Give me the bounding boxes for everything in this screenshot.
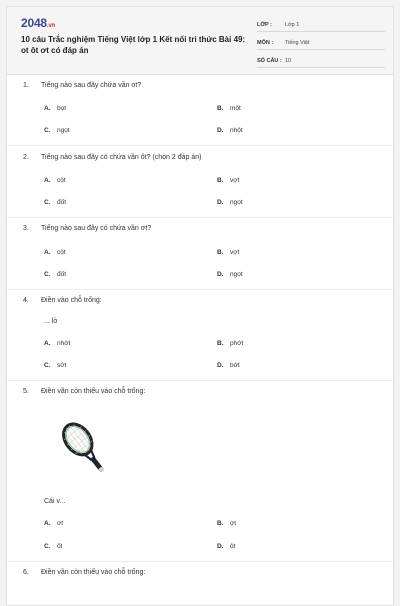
option-letter: C. <box>44 362 51 369</box>
question-2 <box>23 154 383 161</box>
option-text: vợt <box>230 249 240 256</box>
option-text: đốt <box>57 199 67 206</box>
question-text: Tiếng nào sau đây có chứa vần ôt? (chọn 2 đáp án) <box>41 154 202 161</box>
option-text: phớt <box>230 340 244 347</box>
question-3 <box>23 225 383 232</box>
option-text: ngọt <box>230 199 243 206</box>
meta-key: MÔN : <box>257 39 274 46</box>
option-5a[interactable] <box>44 520 63 527</box>
tennis-racket-icon <box>55 419 109 481</box>
option-1d[interactable] <box>217 127 243 134</box>
meta-key: SỐ CÂU : <box>257 57 282 64</box>
question-divider <box>7 289 393 290</box>
option-text: đốt <box>57 271 67 278</box>
question-stem <box>23 154 383 161</box>
option-5b[interactable] <box>217 520 236 527</box>
option-4d[interactable] <box>217 362 240 369</box>
option-text: sớt <box>57 362 67 369</box>
question-1 <box>23 82 383 89</box>
option-letter: B. <box>217 249 224 256</box>
option-letter: B. <box>217 105 224 112</box>
option-3c[interactable] <box>44 271 66 278</box>
option-letter: A. <box>44 249 51 256</box>
question-divider <box>7 561 393 562</box>
question-number: 1. <box>23 82 29 89</box>
question-number: 5. <box>23 388 29 395</box>
option-letter: D. <box>217 199 224 206</box>
option-text: bớt <box>230 362 240 369</box>
option-text: nhớt <box>57 340 71 347</box>
option-3b[interactable] <box>217 249 239 256</box>
option-1c[interactable] <box>44 127 70 134</box>
option-3a[interactable] <box>44 249 66 256</box>
option-2d[interactable] <box>217 199 243 206</box>
option-text: bọt <box>57 105 67 112</box>
option-2a[interactable] <box>44 177 66 184</box>
question-5 <box>23 388 383 395</box>
option-1b[interactable] <box>217 105 241 112</box>
question-text: Điền vần còn thiếu vào chỗ trống: <box>41 388 146 395</box>
option-text: cột <box>57 177 66 184</box>
question-stem <box>23 388 383 395</box>
option-text: ốt <box>57 543 63 550</box>
meta-row-subject <box>257 36 385 50</box>
worksheet-meta <box>257 18 385 72</box>
option-text: ngọt <box>57 127 70 134</box>
question-text: Tiếng nào sau đây chứa vần ot? <box>41 82 142 89</box>
option-letter: D. <box>217 127 224 134</box>
option-letter: A. <box>44 340 51 347</box>
meta-row-count <box>257 54 385 68</box>
question-number: 6. <box>23 569 29 576</box>
option-letter: B. <box>217 340 224 347</box>
logo-main: 2048 <box>21 16 47 30</box>
meta-value: 10 <box>285 57 292 64</box>
option-text: ôt <box>230 543 236 550</box>
option-text: ợt <box>230 520 237 527</box>
option-text: một <box>230 105 241 112</box>
option-4c[interactable] <box>44 362 66 369</box>
question-divider <box>7 380 393 381</box>
meta-key: LỚP : <box>257 21 272 28</box>
option-text: vợt <box>230 177 240 184</box>
question-text: Tiếng nào sau đây có chứa vần ơt? <box>41 225 152 232</box>
question-number: 3. <box>23 225 29 232</box>
question-number: 2. <box>23 154 29 161</box>
question-text: Điền vào chỗ trống: <box>41 297 102 304</box>
question-text: Điền vần còn thiếu vào chỗ trống: <box>41 569 146 576</box>
meta-value: Lớp 1 <box>285 21 300 28</box>
question-divider <box>7 145 393 146</box>
option-letter: C. <box>44 271 51 278</box>
option-5d[interactable] <box>217 543 235 550</box>
option-2b[interactable] <box>217 177 239 184</box>
question-4 <box>23 297 383 304</box>
question-number: 4. <box>23 297 29 304</box>
site-logo[interactable] <box>21 16 55 30</box>
option-letter: B. <box>217 520 224 527</box>
question-6 <box>23 569 383 576</box>
question-prompt: Cái v... <box>44 498 66 505</box>
option-4b[interactable] <box>217 340 243 347</box>
question-stem <box>23 297 383 304</box>
meta-row-grade <box>257 18 385 32</box>
meta-value: Tiếng Việt <box>285 39 310 46</box>
option-2c[interactable] <box>44 199 66 206</box>
option-3d[interactable] <box>217 271 243 278</box>
page-title: 10 câu Trắc nghiệm Tiếng Việt lớp 1 Kết nối tri thức Bài 49: ot ôt ơt có đáp án <box>21 35 246 55</box>
option-1a[interactable] <box>44 105 66 112</box>
option-letter: D. <box>217 362 224 369</box>
option-text: nhột <box>230 127 243 134</box>
option-5c[interactable] <box>44 543 62 550</box>
logo-suffix: .vn <box>46 23 55 29</box>
option-letter: B. <box>217 177 224 184</box>
worksheet-header <box>7 7 393 75</box>
question-divider <box>7 217 393 218</box>
question-stem <box>23 569 383 576</box>
option-text: ngọt <box>230 271 243 278</box>
option-letter: C. <box>44 543 51 550</box>
option-text: ơt <box>57 520 64 527</box>
option-letter: A. <box>44 177 51 184</box>
worksheet-page <box>6 6 394 606</box>
option-letter: D. <box>217 543 224 550</box>
option-letter: A. <box>44 105 51 112</box>
question-stem <box>23 82 383 89</box>
option-letter: D. <box>217 271 224 278</box>
option-letter: A. <box>44 520 51 527</box>
option-4a[interactable] <box>44 340 70 347</box>
question-prompt: ... lò <box>44 318 58 325</box>
question-stem <box>23 225 383 232</box>
option-letter: C. <box>44 199 51 206</box>
option-text: cột <box>57 249 66 256</box>
option-letter: C. <box>44 127 51 134</box>
